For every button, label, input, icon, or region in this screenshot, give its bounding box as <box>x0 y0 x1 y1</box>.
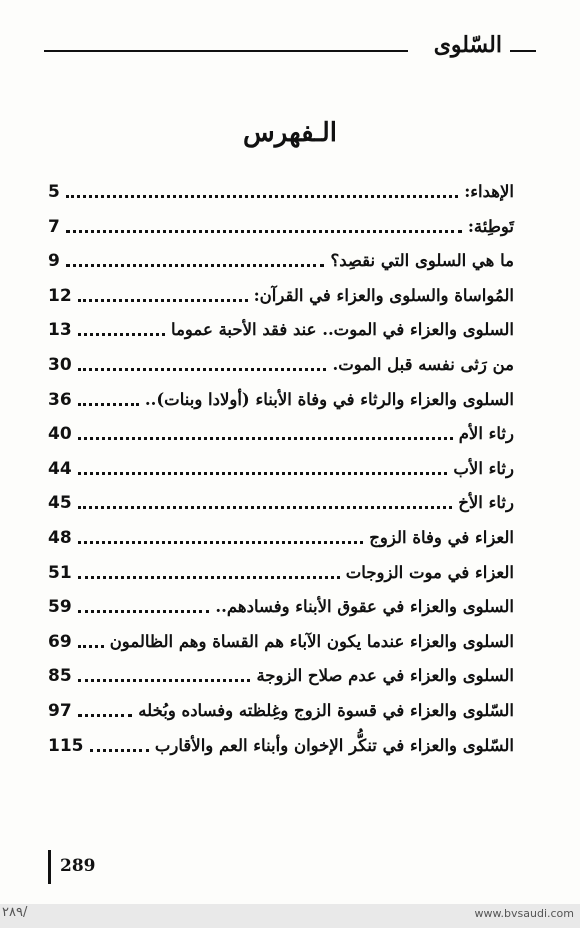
viewer-page-indicator: ٢٨٩/ <box>2 905 28 920</box>
header-rule-left <box>44 50 408 52</box>
toc-entry <box>48 378 514 412</box>
toc-entry <box>48 551 514 585</box>
toc-leader-dots <box>78 645 104 648</box>
toc-entry-page: 59 <box>48 597 72 618</box>
toc-entry-title: رثاء الأب <box>453 458 514 478</box>
toc-entry-page: 36 <box>48 389 72 410</box>
toc-entry-page: 45 <box>48 493 72 514</box>
viewer-site-label: www.bvsaudi.com <box>474 907 574 920</box>
toc-entry-title: السّلوى والعزاء في قسوة الزوج وغِلظته وفساده وبُخله <box>138 701 514 720</box>
toc-entry-title: تَوطِئة: <box>467 216 514 236</box>
toc-leader-dots <box>78 368 327 371</box>
toc-leader-dots <box>78 714 133 717</box>
toc-leader-dots <box>78 299 248 302</box>
toc-entry <box>48 447 514 481</box>
footer-rule <box>48 850 51 884</box>
toc-entry-page: 13 <box>48 320 72 341</box>
toc-entry <box>48 170 514 204</box>
toc-entry <box>48 343 514 377</box>
toc-leader-dots <box>78 437 453 440</box>
toc-leader-dots <box>78 472 448 475</box>
running-header <box>44 30 536 64</box>
toc-leader-dots <box>78 679 251 682</box>
toc-leader-dots <box>90 749 149 752</box>
toc-entry <box>48 481 514 515</box>
toc-entry <box>48 205 514 239</box>
toc-entry <box>48 412 514 446</box>
toc-leader-dots <box>66 230 462 233</box>
toc-entry <box>48 274 514 308</box>
toc-entry-page: 30 <box>48 355 72 375</box>
toc-entry-page: 44 <box>48 458 72 479</box>
toc-leader-dots <box>78 403 139 406</box>
toc-entry-page: 9 <box>48 251 60 272</box>
toc-entry-page: 12 <box>48 285 72 306</box>
toc-entry <box>48 516 514 550</box>
toc-entry <box>48 689 514 723</box>
toc-leader-dots <box>66 264 325 267</box>
toc-entry-page: 5 <box>48 182 60 202</box>
toc-entry-title: السّلوى والعزاء في تنكُّر الإخوان وأبناء العم والأقارب <box>154 735 514 755</box>
toc-entry <box>48 620 514 654</box>
toc-entry-title: الإهداء: <box>464 182 514 201</box>
toc-entry-page: 7 <box>48 216 60 237</box>
toc-entry-page: 40 <box>48 424 72 445</box>
toc-leader-dots <box>78 610 210 613</box>
toc-entry-page: 85 <box>48 666 72 687</box>
header-title: السّلوى <box>433 32 502 58</box>
toc-entry-title: المُواساة والسلوى والعزاء في القرآن: <box>253 285 514 305</box>
toc-entry-title: من رَثى نفسه قبل الموت. <box>332 355 514 374</box>
toc-entry-page: 115 <box>48 735 84 756</box>
toc-entry-title: رثاء الأخ <box>458 493 514 513</box>
toc-entry-title: السلوى والعزاء في عدم صلاح الزوجة <box>256 666 514 686</box>
header-rule-right <box>510 50 536 52</box>
toc-leader-dots <box>78 506 453 509</box>
toc-entry-title: العزاء في موت الزوجات <box>345 562 514 582</box>
toc-entry-title: العزاء في وفاة الزوج <box>369 528 514 547</box>
toc-entry-page: 97 <box>48 701 72 721</box>
toc-entry <box>48 585 514 619</box>
toc-entry <box>48 654 514 688</box>
toc-entry <box>48 239 514 273</box>
toc-entry-title: السلوى والعزاء عندما يكون الآباء هم القساة وهم الظالمون <box>109 631 514 651</box>
toc-entry-title: السلوى والعزاء والرثاء في وفاة الأبناء (أولادا وبنات).. <box>144 389 514 409</box>
toc-entry-title: السلوى والعزاء في عقوق الأبناء وفسادهم.. <box>215 597 514 617</box>
toc-entry-title: رثاء الأم <box>458 424 514 444</box>
toc-leader-dots <box>78 333 165 336</box>
toc-leader-dots <box>66 195 458 198</box>
toc-leader-dots <box>78 576 340 579</box>
toc-entry-page: 51 <box>48 562 72 583</box>
toc-entry-title: السلوى والعزاء في الموت.. عند فقد الأحبة عموما <box>171 320 514 340</box>
toc-entry-page: 48 <box>48 528 72 548</box>
toc-entry-title: ما هي السلوى التي نقصِد؟ <box>330 251 514 271</box>
toc-entry <box>48 724 514 758</box>
page-number: 289 <box>60 856 96 876</box>
toc-entry-page: 69 <box>48 631 72 652</box>
toc-entry <box>48 308 514 342</box>
toc-heading: الـفهرس <box>243 118 337 148</box>
toc-leader-dots <box>78 541 364 544</box>
